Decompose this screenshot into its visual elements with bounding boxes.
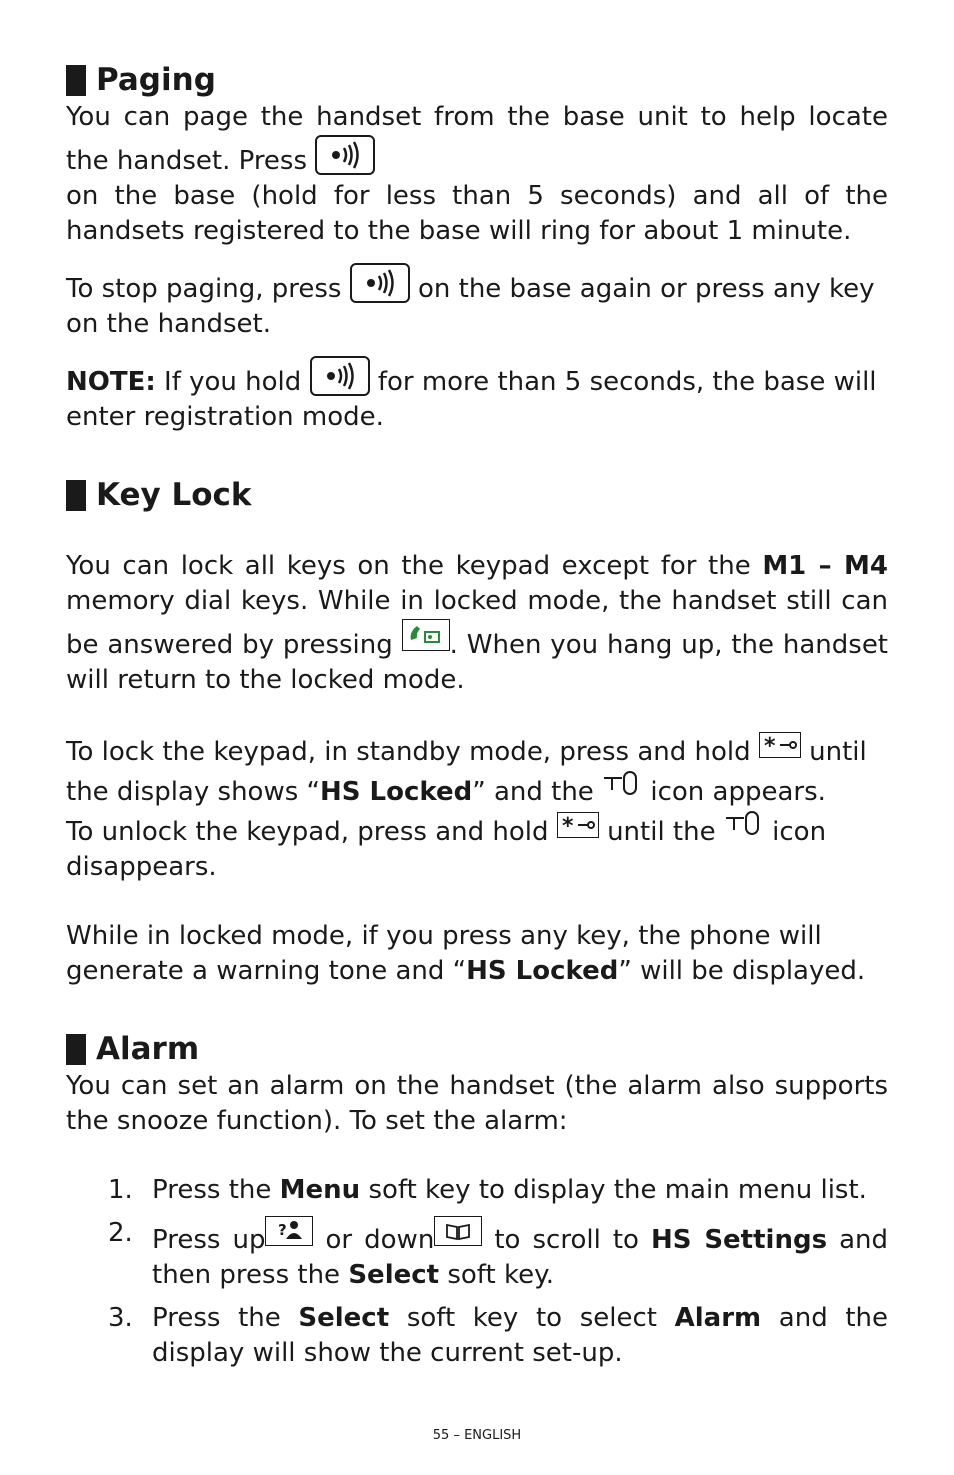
step-number: 2. <box>108 1218 133 1248</box>
down-key-icon <box>434 1216 482 1246</box>
text: You can lock all keys on the keypad except for the <box>66 551 751 581</box>
paging-paragraph-2 <box>66 263 888 342</box>
heading-bullet-icon <box>66 480 86 511</box>
text: To stop paging, press <box>66 274 342 304</box>
page-button-icon <box>310 356 370 396</box>
lock-symbol-icon <box>724 810 764 848</box>
text: icon appears. <box>650 777 826 807</box>
section-heading-paging <box>66 60 888 100</box>
keylock-paragraph-1 <box>66 549 888 698</box>
bold-text: Alarm <box>674 1303 762 1333</box>
list-item <box>108 1173 888 1208</box>
text: Press up <box>152 1225 266 1255</box>
text: until the display shows “ <box>66 737 867 807</box>
text: to scroll to <box>494 1225 639 1255</box>
text: To unlock the keypad, press and hold <box>66 817 549 847</box>
list-item <box>108 1301 889 1371</box>
note-label: NOTE: <box>66 367 156 397</box>
page-button-icon <box>315 135 375 175</box>
bold-text: Select <box>348 1260 440 1290</box>
bold-text: HS Locked <box>466 956 619 986</box>
keylock-paragraph-3 <box>66 810 888 885</box>
svg-text:?: ? <box>278 1221 288 1239</box>
heading-bullet-icon <box>66 65 86 96</box>
heading-bullet-icon <box>66 1034 86 1065</box>
text: soft key to display the main menu list. <box>368 1175 867 1205</box>
bold-text: M1 – M4 <box>762 551 888 581</box>
text: or down <box>325 1225 435 1255</box>
text: icon disappears. <box>66 817 827 882</box>
list-item <box>108 1216 889 1293</box>
text: You can page the handset from the base unit to help locate the handset. Press <box>66 102 888 176</box>
lock-symbol-icon <box>602 770 642 808</box>
text: on the base (hold for less than 5 seconds) and all of the handsets registered to the base will ring for about 1 minute. <box>66 181 888 246</box>
alarm-steps-list <box>66 1173 888 1371</box>
text: memory dial keys. While in locked mode, the handset still can be answered by pressing <box>66 586 888 660</box>
keylock-paragraph-2 <box>66 732 888 810</box>
text: until the <box>607 817 716 847</box>
text: While in locked mode, if you press any key, the phone will generate a warning tone and “ <box>66 921 822 986</box>
keylock-paragraph-4 <box>66 919 888 989</box>
text: soft key. <box>447 1260 555 1290</box>
bold-text: Menu <box>279 1175 361 1205</box>
text: and then press the <box>152 1225 889 1290</box>
heading-label: Key Lock <box>96 477 252 513</box>
text: . When you hang up, the handset will return to the locked mode. <box>66 630 889 695</box>
text: To lock the keypad, in standby mode, press and hold <box>66 737 751 767</box>
manual-page <box>66 60 888 1379</box>
heading-label: Alarm <box>96 1031 200 1067</box>
star-lock-key-icon <box>759 732 801 758</box>
text: Press the <box>152 1303 281 1333</box>
text: soft key to select <box>406 1303 657 1333</box>
paging-paragraph-1 <box>66 100 888 249</box>
alarm-paragraph-1: You can set an alarm on the handset (the alarm also supports the snooze function). To set the alarm: <box>66 1071 888 1136</box>
text: Press the <box>152 1175 272 1205</box>
bold-text: HS Settings <box>651 1225 828 1255</box>
step-number: 3. <box>108 1303 133 1333</box>
bold-text: HS Locked <box>320 777 473 807</box>
text: If you hold <box>164 367 302 397</box>
svg-text:*: * <box>763 734 776 757</box>
up-key-icon <box>265 1216 313 1246</box>
text: ” and the <box>472 777 594 807</box>
page-footer: 55 – ENGLISH <box>432 1428 522 1443</box>
bold-text: Select <box>298 1303 390 1333</box>
star-lock-key-icon <box>557 812 599 838</box>
paging-note <box>66 356 888 435</box>
svg-text:*: * <box>561 814 574 837</box>
text: ” will be displayed. <box>618 956 866 986</box>
section-heading-alarm <box>66 1029 888 1069</box>
text: for more than 5 seconds, the base will enter registration mode. <box>66 367 877 432</box>
section-heading-key-lock <box>66 475 888 515</box>
page-button-icon <box>350 263 410 303</box>
text: on the base again or press any key on the handset. <box>66 274 875 339</box>
heading-label: Paging <box>96 62 216 98</box>
talk-key-icon <box>402 619 450 651</box>
step-number: 1. <box>108 1175 133 1205</box>
text: and the display will show the current set-up. <box>152 1303 889 1368</box>
